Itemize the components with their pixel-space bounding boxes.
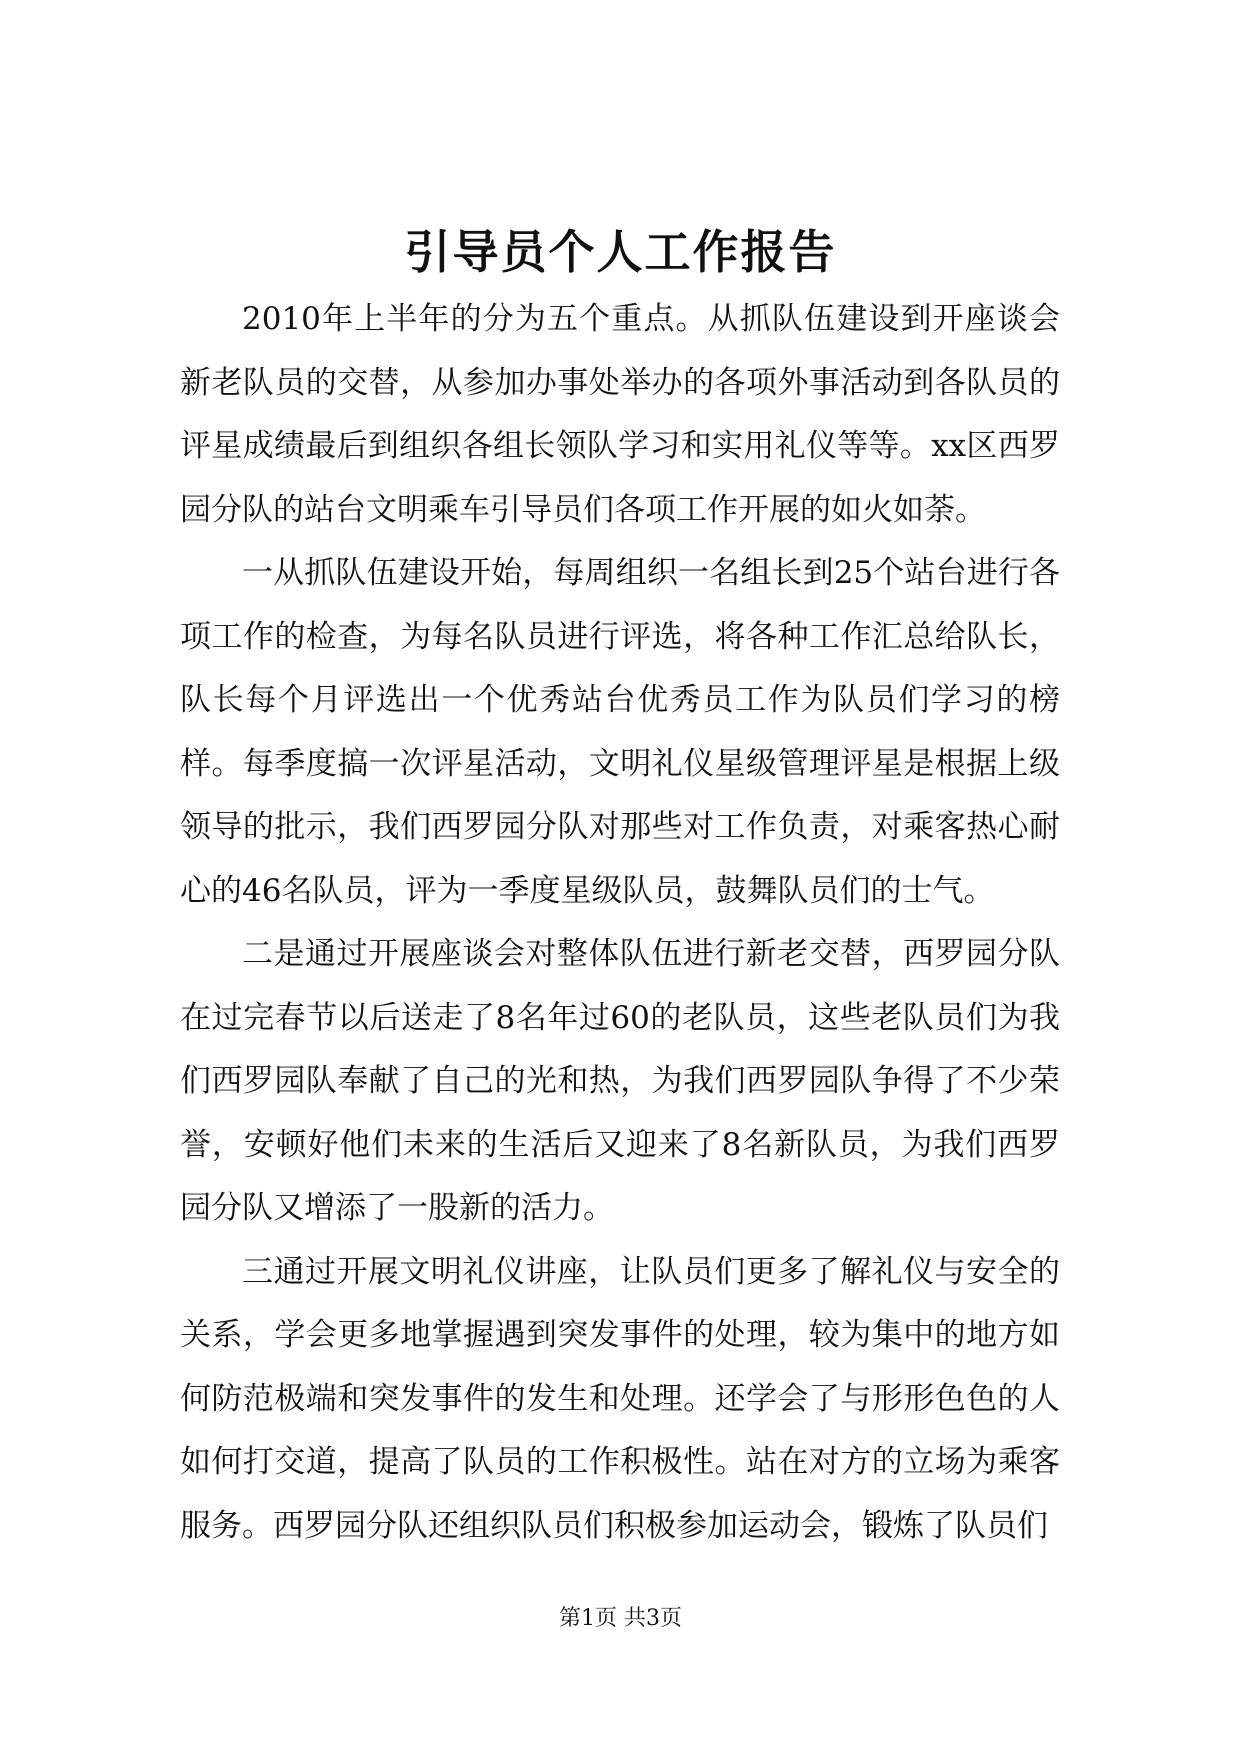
paragraph-2: 一从抓队伍建设开始，每周组织一名组长到25个站台进行各项工作的检查，为每名队员进行评选，将各种工作汇总给队长，队长每个月评选出一个优秀站台优秀员工作为队员们学习的榜样。每季度搞一次评星活动，文明礼仪星级管理评星是根据上级领导的批示，我们西罗园分队对那些对工作负责，对乘客热心耐心的46名队员，评为一季度星级队员，鼓舞队员们的士气。	[180, 555, 1060, 909]
document-body	[180, 288, 1060, 1558]
paragraph-4: 三通过开展文明礼仪讲座，让队员们更多了解礼仪与安全的关系，学会更多地掌握遇到突发事件的处理，较为集中的地方如何防范极端和突发事件的发生和处理。还学会了与形形色色的人如何打交道，提高了队员的工作积极性。站在对方的立场为乘客服务。西罗园分队还组织队员们积极参加运动会，锻炼了队员们	[180, 1253, 1060, 1544]
paragraph-1: 2010年上半年的分为五个重点。从抓队伍建设到开座谈会新老队员的交替，从参加办事处举办的各项外事活动到各队员的评星成绩最后到组织各组长领队学习和实用礼仪等等。xx区西罗园分队的站台文明乘车引导员们各项工作开展的如火如荼。	[180, 301, 1060, 528]
document-title: 引导员个人工作报告	[404, 225, 837, 279]
paragraph-3: 二是通过开展座谈会对整体队伍进行新老交替，西罗园分队在过完春节以后送走了8名年过60的老队员，这些老队员们为我们西罗园队奉献了自己的光和热，为我们西罗园队争得了不少荣誉，安顿好他们未来的生活后又迎来了8名新队员，为我们西罗园分队又增添了一股新的活力。	[180, 936, 1060, 1226]
page-number-footer: 第1页 共3页	[559, 1606, 682, 1631]
